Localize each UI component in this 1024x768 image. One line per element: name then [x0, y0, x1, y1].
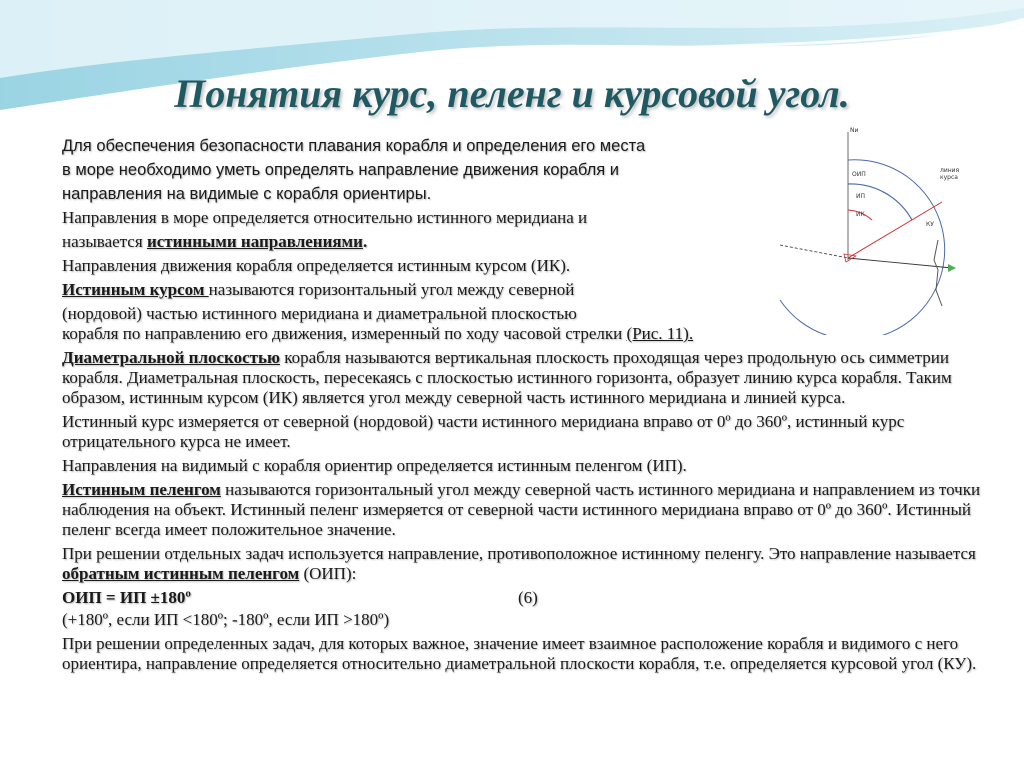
term-reverse-bearing: обратным истинным пеленгом	[62, 564, 300, 583]
text-line-figure-ref	[62, 324, 982, 344]
text-line: Направления движения корабля определяется истинным курсом (ИК).	[62, 256, 571, 275]
diagram-label-course-1: линия	[940, 167, 960, 174]
text-line: в море необходимо уметь определять направление движения корабля и	[62, 161, 619, 179]
formula-condition: (+180º, если ИП <180º; -180º, если ИП >180º)	[62, 610, 390, 629]
diagram-label-course-2: курса	[940, 174, 958, 181]
paragraph-reverse-bearing	[62, 544, 982, 584]
term-true-directions: истинными направлениями	[146, 232, 363, 251]
text-fragment: корабля по направлению его движения, измеренный по ходу часовой стрелки	[62, 324, 627, 343]
slide-title: Понятия курс, пеленг и курсовой угол.	[174, 71, 850, 116]
term-true-bearing: Истинным пеленгом	[62, 480, 221, 499]
formula-line	[62, 588, 982, 610]
text-fragment: При решении отдельных задач используется направление, противоположное истинному пеленгу. Это направление называется	[62, 544, 976, 563]
text-line: Направления в море определяется относительно истинного меридиана и	[62, 208, 588, 227]
formula: ОИП = ИП ±180º	[62, 588, 191, 607]
text-fragment: .	[362, 232, 368, 251]
formula-number: (6)	[518, 588, 538, 607]
paragraph-bearing-intro: Направления на видимый с корабля ориентир определяется истинным пеленгом (ИП).	[62, 456, 687, 475]
paragraph-diametral-plane	[62, 348, 982, 408]
text-fragment: корабля называются вертикальная плоскость проходящая через продольную ось симметрии корабля. Диаметральная плоскость, пересекаясь с плоскостью истинного горизонта, образует линию курса корабля. Таким образом, истинным курсом (ИК) является угол между северной часть истинного меридиана и линией курса.	[62, 348, 952, 407]
paragraph-true-directions	[62, 208, 702, 324]
text-fragment: называется	[62, 232, 147, 251]
text-line: направления на видимые с корабля ориентиры.	[62, 185, 432, 203]
text-line: Для обеспечения безопасности плавания корабля и определения его места	[62, 137, 646, 155]
text-fragment: называются горизонтальный угол между северной	[208, 280, 575, 299]
figure-reference-link[interactable]: (Рис. 11).	[626, 324, 694, 343]
slide-body	[62, 136, 982, 676]
term-true-course: Истинным курсом	[62, 280, 209, 299]
text-fragment: называются горизонтальный угол между северной часть истинного меридиана и направлением из точки наблюдения на объект. Истинный пеленг измеряется от северной части истинного меридиана вправо от 0º до 360º. Истинный пеленг всегда имеет положительное значение.	[62, 480, 981, 539]
paragraph-intro	[62, 136, 702, 204]
diagram-label-ik: ИК	[856, 211, 865, 218]
text-fragment: (ОИП):	[299, 564, 357, 583]
text-line	[62, 280, 702, 300]
diagram-label-oip: ОИП	[852, 171, 866, 178]
diagram-label-north: Nи	[850, 127, 859, 134]
text-line: (нордовой) частью истинного меридиана и диаметральной плоскостью	[62, 304, 577, 323]
text-line	[62, 232, 702, 252]
paragraph-true-course-range: Истинный курс измеряется от северной (нордовой) части истинного меридиана вправо от 0º до 360º, истинный курс отрицательного курса не имеет.	[62, 412, 905, 451]
paragraph-course-angle: При решении определенных задач, для которых важное, значение имеет взаимное расположение корабля и видимого с него ориентира, направление определяется относительно диаметральной плоскости корабля, т.е. определяется курсовой угол (КУ).	[62, 634, 977, 673]
paragraph-true-bearing	[62, 480, 982, 540]
diagram-label-ku: КУ	[926, 221, 934, 228]
diagram-label-ip: ИП	[856, 193, 865, 200]
term-diametral-plane: Диаметральной плоскостью	[62, 348, 280, 367]
